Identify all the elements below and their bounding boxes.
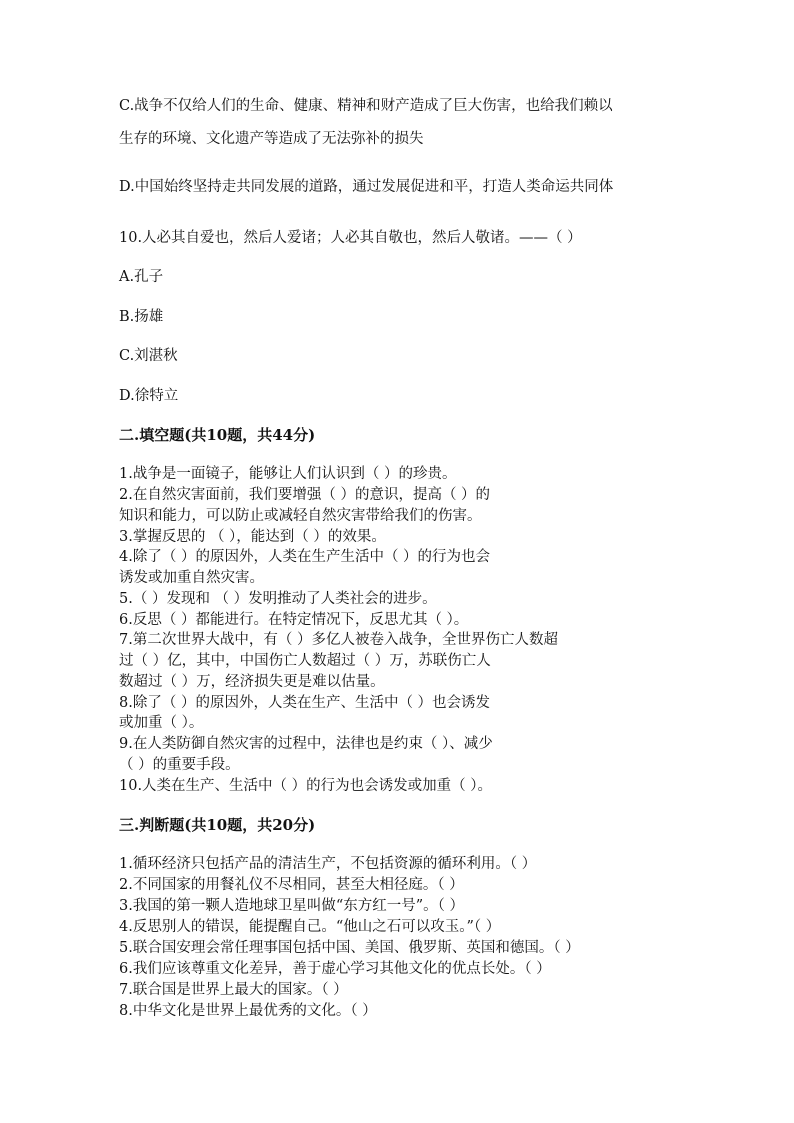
q9-option-c-line1: C.战争不仅给人们的生命、健康、精神和财产造成了巨大伤害，也给我们赖以 — [119, 98, 613, 114]
section2-line: 6.反思（ ）都能进行。在特定情况下，反思尤其（ ）。 — [119, 612, 469, 628]
section2-line: 3.掌握反思的 （ ），能达到（ ）的效果。 — [119, 529, 386, 545]
section3-line: 5.联合国安理会常任理事国包括中国、美国、俄罗斯、英国和德国。（ ） — [119, 940, 580, 956]
q10-option-c: C.刘湛秋 — [119, 348, 178, 364]
section2-line: 4.除了（ ）的原因外，人类在生产生活中（ ）的行为也会 — [119, 549, 491, 565]
section2-line: 或加重（ ）。 — [119, 715, 204, 731]
section3-line: 7.联合国是世界上最大的国家。（ ） — [119, 982, 348, 998]
section3-line: 1.循环经济只包括产品的清洁生产，不包括资源的循环利用。（ ） — [119, 856, 537, 872]
section2-line: 诱发或加重自然灾害。 — [119, 570, 264, 586]
section3-title: 三.判断题(共10题，共20分) — [119, 816, 316, 834]
q10-option-d: D.徐特立 — [119, 388, 179, 404]
section2-line: 8.除了（ ）的原因外，人类在生产、生活中（ ）也会诱发 — [119, 695, 491, 711]
q10-stem: 10.人必其自爱也，然后人爱诸；人必其自敬也，然后人敬诸。——（ ） — [119, 230, 582, 246]
section2-line: 过（ ）亿，其中，中国伤亡人数超过（ ）万，苏联伤亡人 — [119, 653, 491, 669]
section3-line: 4.反思别人的错误，能提醒自己。“他山之石可以攻玉。”（ ） — [119, 919, 501, 935]
section2-line: 10.人类在生产、生活中（ ）的行为也会诱发或加重（ ）。 — [119, 778, 493, 794]
section2-line: 知识和能力，可以防止或减轻自然灾害带给我们的伤害。 — [119, 508, 482, 524]
section2-line: 5.（ ）发现和 （ ）发明推动了人类社会的进步。 — [119, 591, 437, 607]
section2-line: 1.战争是一面镜子，能够让人们认识到（ ）的珍贵。 — [119, 466, 457, 482]
section3-line: 6.我们应该尊重文化差异，善于虚心学习其他文化的优点长处。（ ） — [119, 961, 551, 977]
q9-option-d: D.中国始终坚持走共同发展的道路，通过发展促进和平，打造人类命运共同体 — [119, 179, 614, 195]
section3-line: 3.我国的第一颗人造地球卫星叫做“东方红一号”。（ ） — [119, 898, 465, 914]
section2-line: （ ）的重要手段。 — [119, 757, 240, 773]
q10-option-b: B.扬雄 — [119, 309, 164, 325]
section2-line: 7.第二次世界大战中，有（ ）多亿人被卷入战争，全世界伤亡人数超 — [119, 632, 558, 648]
section3-line: 8.中华文化是世界上最优秀的文化。（ ） — [119, 1003, 377, 1019]
section2-line: 9.在人类防御自然灾害的过程中，法律也是约束（ ）、减少 — [119, 736, 493, 752]
section3-line: 2.不同国家的用餐礼仪不尽相同，甚至大相径庭。（ ） — [119, 877, 464, 893]
q9-option-c-line2: 生存的环境、文化遗产等造成了无法弥补的损失 — [119, 131, 424, 147]
q10-option-a: A.孔子 — [119, 269, 164, 285]
section2-line: 数超过（ ）万，经济损失更是难以估量。 — [119, 674, 385, 690]
section2-line: 2.在自然灾害面前，我们要增强（ ）的意识，提高（ ）的 — [119, 487, 491, 503]
section2-title: 二.填空题(共10题，共44分) — [119, 426, 316, 444]
